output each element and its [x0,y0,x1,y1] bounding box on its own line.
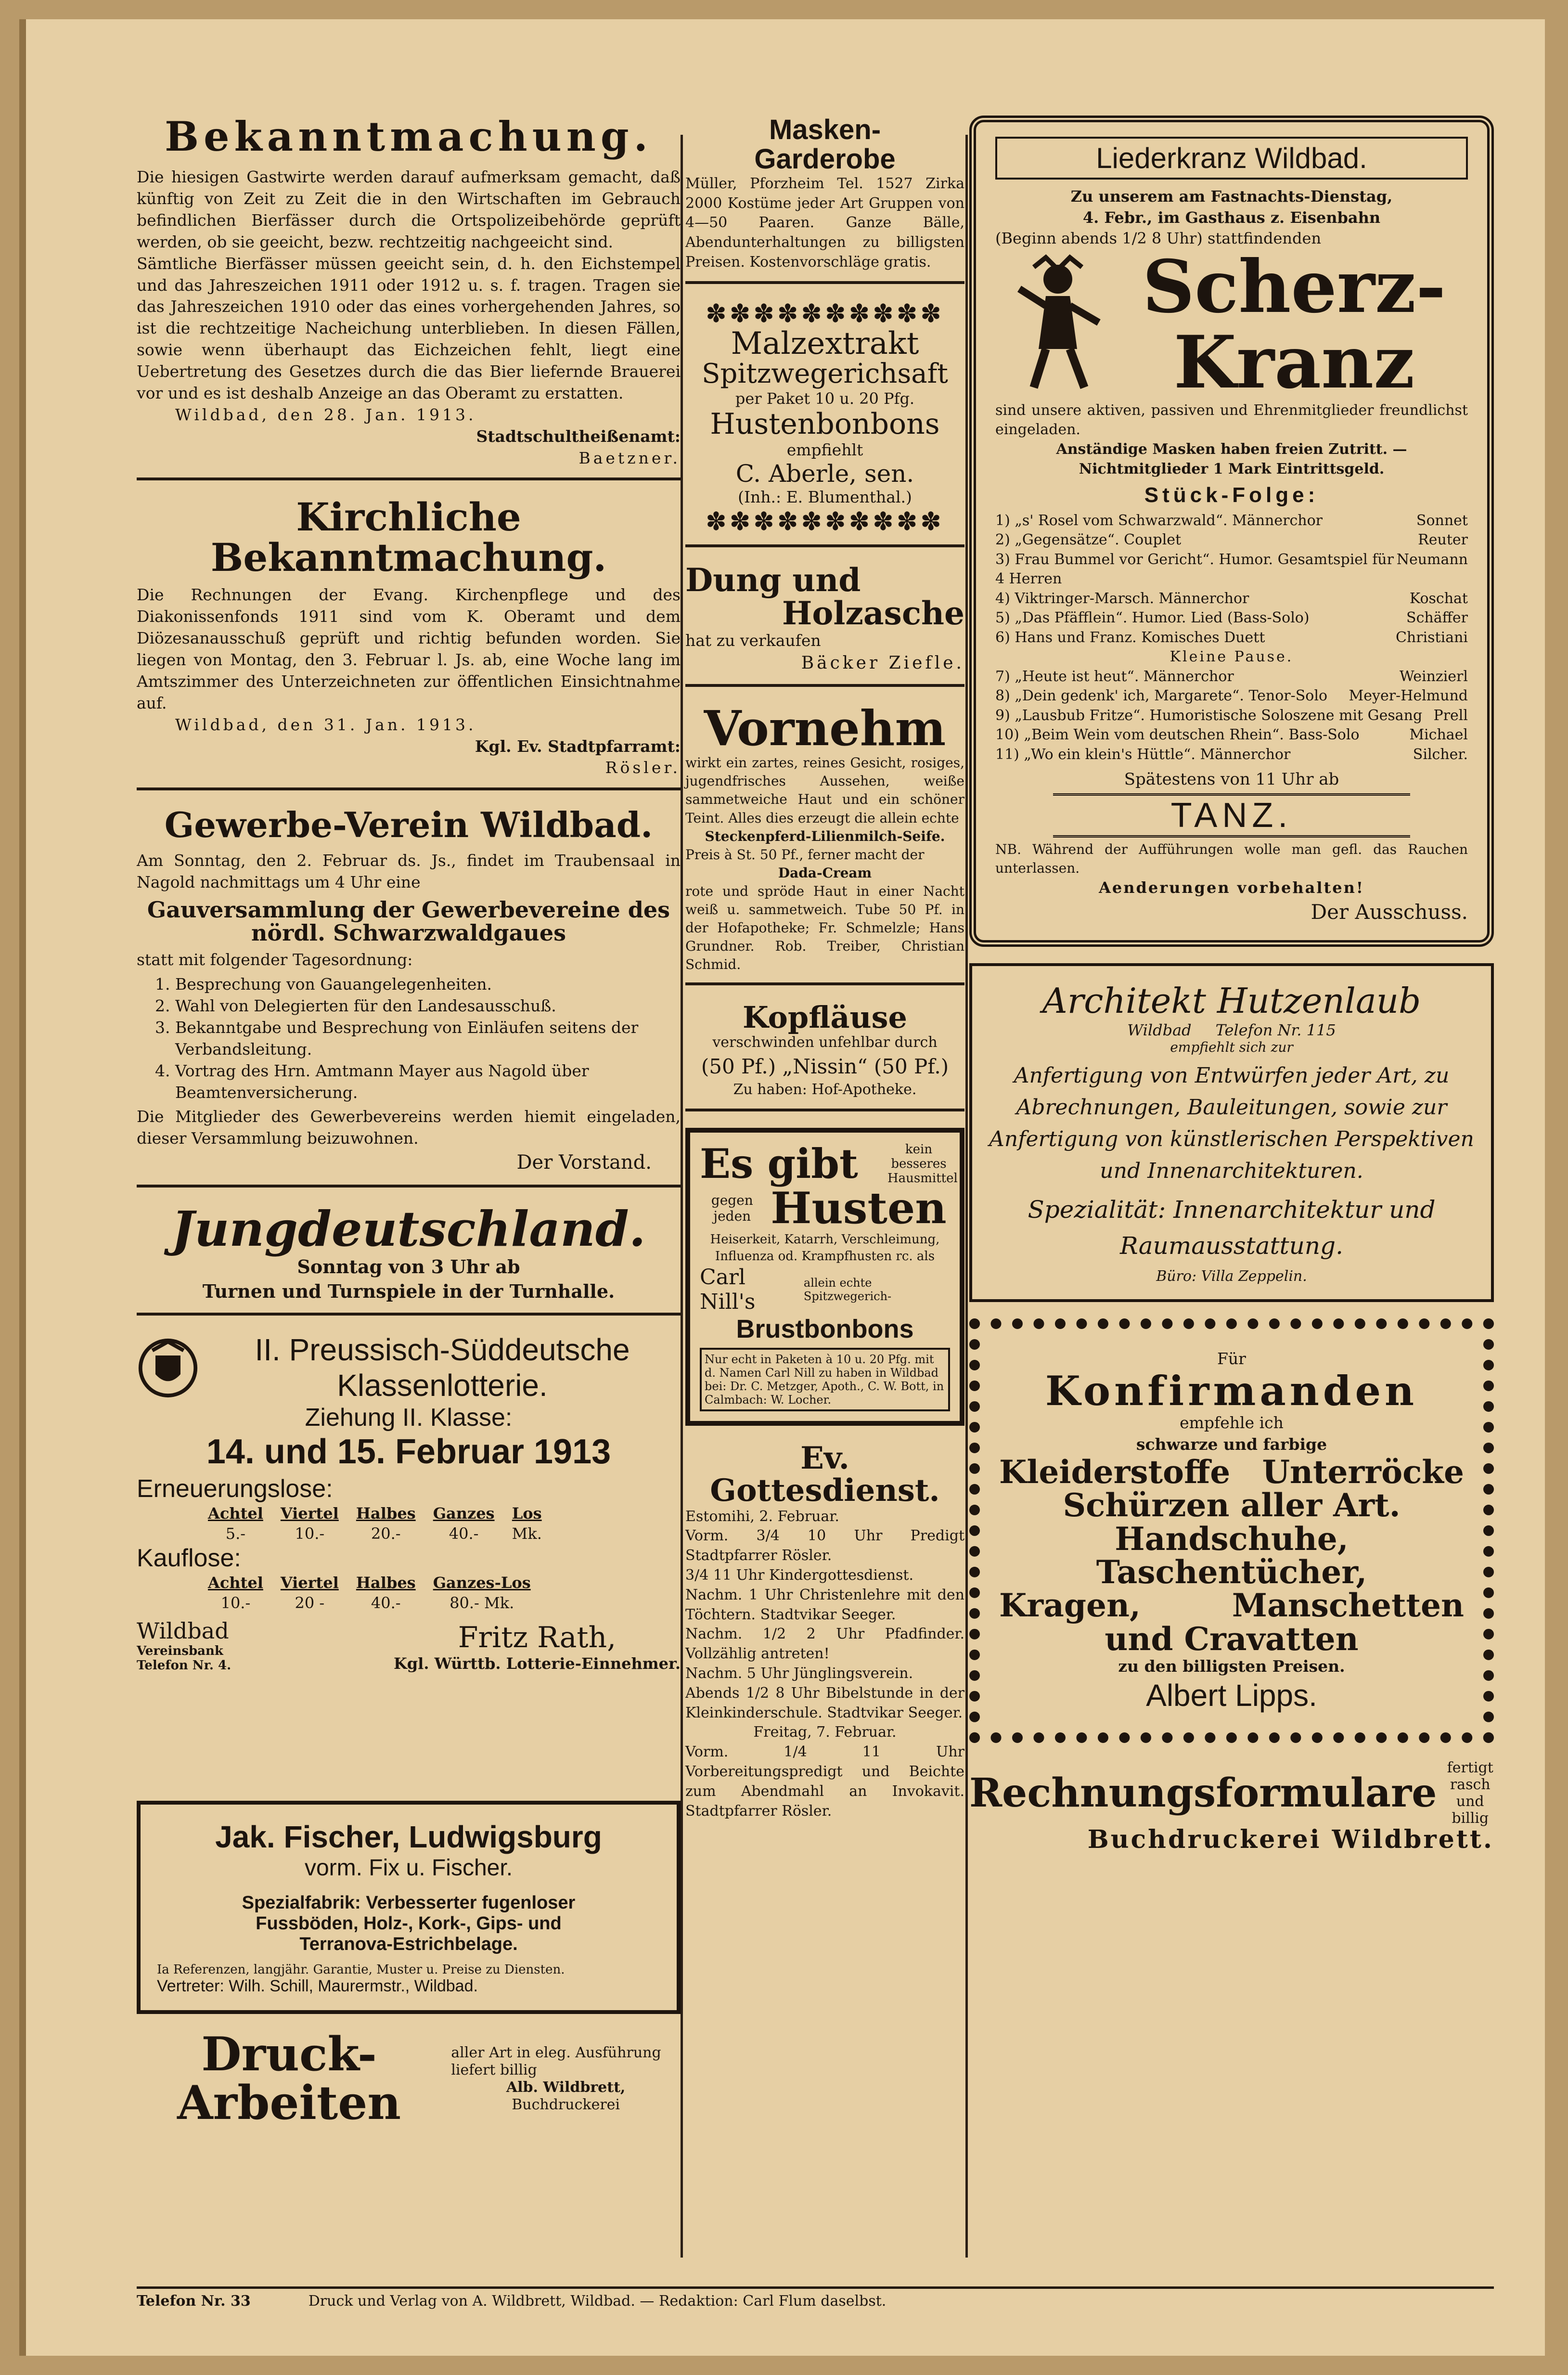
col-header: Viertel [280,1504,339,1523]
malz-line-7: (Inh.: E. Blumenthal.) [738,487,912,506]
masken-title-2: Garderobe [754,143,896,175]
vornehm-title: Vornehm [704,700,946,757]
program-composer: Meyer-Helmund [1349,687,1468,705]
purchase-price-table [199,1573,540,1613]
footer-imprint: Druck und Verlag von A. Wildbrett, Wildbad. — Redaktion: Carl Flum daselbst. [308,2293,887,2310]
arch-buero: Büro: Villa Zeppelin. [1156,1268,1307,1285]
price-cell: Mk. [512,1524,542,1543]
lieder-line-2: 4. Febr., im Gasthaus z. Eisenbahn [1082,208,1381,227]
lottery-ziehung: Ziehung II. Klasse: [305,1403,513,1432]
program-composer: Weinzierl [1399,668,1468,685]
col-header: Achtel [208,1504,263,1523]
page-footer [137,2286,1494,2310]
gewerbe-outro: Die Mitglieder des Gewerbevereins werden hiemit eingeladen, dieser Versammlung beizuwohnen. [137,1107,681,1148]
fischer-title: Jak. Fischer, Ludwigsburg [215,1819,602,1854]
program-row [995,706,1468,726]
footer-tel: Telefon Nr. 33 [137,2293,251,2310]
program-row [995,745,1468,765]
church-office: Kgl. Ev. Stadtpfarramt: [475,736,681,756]
lottery-erneuerung: Erneuerungslose: [137,1474,333,1503]
lieder-aend: Aenderungen vorbehalten! [1099,878,1364,897]
program-row [995,511,1468,531]
divider [685,281,964,284]
druck-title: Druck-Arbeiten [177,2026,401,2130]
divider [137,787,681,790]
vornehm-ad [685,700,964,985]
konf-item: Handschuhe, Taschentücher, [1096,1520,1367,1591]
program-piece: 9) „Lausbub Fritze“. Humoristische Soloszene mit Gesang [995,707,1423,724]
program-piece: 4) Viktringer-Marsch. Männerchor [995,590,1249,607]
program-row [995,628,1468,648]
agenda-item: 3. Bekanntgabe und Besprechung von Einläufen seitens der Verbandsleitung. [175,1017,681,1060]
malz-line-6: C. Aberle, sen. [735,460,914,488]
lieder-tanz: TANZ. [1053,793,1410,838]
konf-name: Albert Lipps. [1146,1678,1317,1713]
gottes-item: Abends 1/2 8 Uhr Bibelstunde in der Kleinkinderschule. Stadtvikar Seeger. [685,1684,964,1721]
vornehm-body-2: Preis à St. 50 Pf., ferner macht der [685,846,925,863]
masken-body: Müller, Pforzheim Tel. 1527 Zirka 2000 Kostüme jeder Art Gruppen von 4—50 Paaren. Ganze Bälle, Abendunterhaltungen zu billigsten Preisen. Kostenvorschläge gratis. [685,175,964,271]
scherz-title-2: Kranz [1173,320,1415,405]
vornehm-body: wirkt ein zartes, reines Gesicht, rosiges, jugendfrisches Aussehen, weiße sammetweiche Haut und ein schöner Teint. Alles dies erzeugt die allein echte [685,755,964,826]
fischer-sub: vorm. Fix u. Fischer. [304,1855,513,1881]
konf-line-1: empfehle ich [1180,1413,1284,1433]
gottes-item: Vorm. 1/4 11 Uhr Vorbereitungspredigt und Beichte zum Abendmahl an Invokavit. Stadtpfarrer Rösler. [685,1743,964,1820]
jung-line-2: Turnen und Turnspiele in der Turnhalle. [202,1280,615,1303]
church-title: Kirchliche Bekanntmachung. [210,494,607,581]
lottery-ad [137,1332,681,1784]
druck-arbeiten-ad [137,2026,681,2130]
lieder-spaet: Spätestens von 11 Uhr ab [1124,770,1339,789]
gottes-item: Nachm. 5 Uhr Jünglingsverein. [685,1665,913,1682]
divider [685,684,964,687]
price-cell: 40.- [371,1593,401,1612]
divider [685,982,964,985]
stars-ornament-icon: ✽✽✽✽✽✽✽✽✽✽ [706,299,944,328]
konf-item: Unterröcke [1262,1453,1464,1491]
lottery-dates: 14. und 15. Februar 1913 [206,1432,611,1471]
col-header: Achtel [208,1573,263,1592]
program-piece: 3) Frau Bummel vor Gericht“. Humor. Gesamtspiel für 4 Herren [995,551,1394,588]
lieder-nb: NB. Während der Aufführungen wolle man gefl. das Rauchen unterlassen. [995,841,1468,876]
program-piece: 6) Hans und Franz. Komisches Duett [995,629,1265,646]
dung-ad [685,561,964,687]
stars-ornament-icon: ✽✽✽✽✽✽✽✽✽✽ [706,507,944,536]
program-composer: Prell [1433,707,1468,724]
gottes-item: Vorm. 3/4 10 Uhr Predigt Stadtpfarrer Rösler. [685,1527,964,1564]
druck-line-3: Buchdruckerei [512,2096,620,2113]
program-piece: 7) „Heute ist heut“. Männerchor [995,668,1234,685]
divider [685,544,964,547]
lieder-title: Liederkranz Wildbad. [995,137,1468,180]
table-row [199,1523,551,1544]
notice-body-2: Sämtliche Bierfässer müssen geeicht sein, d. h. den Eichstempel und das Jahreszeichen 1911 oder 1912 u. s. f. tragen. Tragen sie das Jahreszeichen 1910 oder das eines vorhergehenden Jahres, so ist die rechtzeitige Nacheichung unterblieben. In diesen Fällen, sowie wenn überhaupt das Eichzeichen fehlt, liegt eine Uebertretung des Gesetzes durch die das Bier liefernde Brauerei vor und es ist deshalb Anzeige an das Oberamt zu erstatten. [137,254,681,402]
price-cell: 40.- [449,1524,479,1543]
fischer-line-1: Spezialfabrik: Verbesserter fugenloser [242,1892,576,1913]
program-composer: Michael [1409,726,1468,744]
konf-item: Kragen, [999,1587,1141,1625]
agenda-item: 2. Wahl von Delegierten für den Landesausschuß. [175,995,681,1017]
church-notice [137,494,681,790]
jung-title: Jungdeutschland. [171,1200,646,1257]
gottes-title: Ev. Gottesdienst. [710,1440,940,1509]
coat-of-arms-icon [137,1337,199,1399]
dung-line-3: hat zu verkaufen [685,631,821,650]
program-composer: Reuter [1418,531,1468,549]
program-piece: 8) „Dein gedenk' ich, Margarete“. Tenor-Solo [995,687,1328,705]
program-piece: 5) „Das Pfäfflein“. Humor. Lied (Bass-Solo) [995,609,1310,627]
konf-title: Konfirmanden [1045,1367,1418,1415]
divider [685,1109,964,1111]
lieder-folge: Stück-Folge: [1144,483,1319,507]
gewerbe-signer: Der Vorstand. [516,1151,652,1174]
lottery-footer [137,1618,681,1673]
arch-tel: Telefon Nr. 115 [1215,1021,1336,1040]
vornehm-seife: Steckenpferd-Lilienmilch-Seife. [705,828,945,844]
program-row [995,725,1468,745]
program-piece: 11) „Wo ein klein's Hüttle“. Männerchor [995,746,1291,763]
lottery-name: Fritz Rath, [458,1620,617,1654]
gewerbe-intro: Am Sonntag, den 2. Februar ds. Js., findet im Traubensaal in Nagold nachmittags um 4 Uhr eine [137,851,681,891]
carl-nill-ad [685,1128,964,1426]
arch-title: Architekt Hutzenlaub [1042,981,1421,1021]
program-list [995,511,1468,765]
price-cell: 80.- Mk. [450,1593,514,1612]
lieder-line-5: Anständige Masken haben freien Zutritt. — Nichtmitglieder 1 Mark Eintrittsgeld. [1056,441,1407,478]
kopflaeuse-ad [685,1002,964,1111]
renewal-price-table [199,1503,551,1544]
dung-line-1: Dung und [685,561,861,599]
nill-kein: kein besseres Hausmittel [887,1142,958,1186]
arch-body: Anfertigung von Entwürfen jeder Art, zu Abrechnungen, Bauleitungen, sowie zur Anfertigung von künstlerischen Perspektiven und Innenarchitekturen. [989,1063,1474,1184]
price-cell: 10.- [220,1593,251,1612]
program-row [995,608,1468,628]
kopf-line-3: Zu haben: Hof-Apotheke. [733,1081,917,1098]
rech-bottom: Buchdruckerei Wildbrett. [1087,1824,1494,1854]
divider [137,1313,681,1316]
nill-brust: Brustbonbons [736,1315,914,1344]
price-cell: 20 - [295,1593,325,1612]
divider [137,478,681,480]
gewerbe-title: Gewerbe-Verein Wildbad. [164,804,653,846]
program-pause: Kleine Pause. [1170,648,1294,666]
arch-place: Wildbad [1127,1021,1192,1040]
fischer-line-3: Terranova-Estrichbelage. [299,1934,518,1954]
fischer-line-2: Fussböden, Holz-, Kork-, Gips- und [256,1913,562,1934]
notice-office: Stadtschultheißenamt: [476,426,681,446]
gottesdienst-notice [685,1442,964,1821]
kopf-line-2: (50 Pf.) „Nissin“ (50 Pf.) [701,1055,949,1079]
gewerbe-statt: statt mit folgender Tagesordnung: [137,950,413,969]
lieder-line-1: Zu unserem am Fastnachts-Dienstag, [1070,187,1393,206]
konf-line-h: zu den billigsten Preisen. [1118,1656,1345,1676]
jester-illustration-icon [995,253,1120,397]
fischer-ref: Ia Referenzen, langjähr. Garantie, Muster u. Preise zu Diensten. [157,1962,565,1977]
konfirmanden-ad [969,1318,1494,1743]
lieder-ausschuss: Der Ausschuss. [1311,900,1468,924]
program-piece: 1) „s' Rosel vom Schwarzwald“. Männerchor [995,512,1323,529]
program-composer: Christiani [1395,629,1468,646]
col-header: Halbes [356,1573,416,1592]
konf-item: Kleiderstoffe [999,1453,1231,1491]
malzextrakt-ad [685,300,964,547]
druck-line-1: aller Art in eleg. Ausführung liefert billig [451,2044,661,2078]
malz-line-1: Malzextrakt [731,325,919,361]
dung-line-2: Holzasche [782,594,964,632]
nill-footer: Nur echt in Paketen à 10 u. 20 Pfg. mit d. Namen Carl Nill zu haben in Wildbad bei: Dr. C. Metzger, Apoth., C. W. Bott, in Calmbach: W. Locher. [700,1348,950,1411]
arch-emp: empfiehlt sich zur [1170,1039,1293,1056]
agenda-item: 1. Besprechung von Gauangelegenheiten. [175,974,681,995]
column-left [137,113,681,2143]
price-cell: 20.- [371,1524,401,1543]
lieder-line-4: sind unsere aktiven, passiven und Ehrenmitglieder freundlichst eingeladen. [995,401,1468,439]
program-row [995,550,1468,589]
lottery-kauf: Kauflose: [137,1544,241,1572]
notice-signer: Baetzner. [578,448,681,467]
col-header: Ganzes-Los [433,1573,531,1592]
jungdeutschland-notice [137,1200,681,1316]
jung-line-1: Sonntag von 3 Uhr ab [297,1255,520,1278]
column-middle [685,116,964,1837]
lottery-title-1: II. Preussisch-Süddeutsche [255,1332,630,1367]
malz-line-2: Spitzwegerichsaft [702,358,948,390]
divider [137,1185,681,1188]
program-row [995,589,1468,609]
rech-title: Rechnungsformulare [969,1769,1437,1816]
rechnungsformulare-ad [969,1759,1494,1853]
program-composer: Sonnet [1416,512,1468,529]
kopf-line-1: verschwinden unfehlbar durch [712,1034,938,1051]
program-row [995,647,1468,667]
konf-item: Schürzen aller Art. [1063,1486,1401,1524]
druck-line-2: Alb. Wildbrett, [506,2078,626,2096]
program-composer: Silcher. [1413,746,1468,763]
konf-item: und Cravatten [1105,1620,1359,1658]
masken-ad [685,116,964,284]
gottes-item: 3/4 11 Uhr Kindergottesdienst. [685,1567,914,1584]
nill-gegen: gegen jeden [711,1192,753,1225]
malz-line-5: empfiehlt [786,440,863,460]
lieder-line-3: (Beginn abends 1/2 8 Uhr) stattfindenden [995,229,1322,248]
fischer-ad [137,1801,681,2014]
kopf-title: Kopfläuse [743,1000,907,1035]
col-header: Viertel [280,1573,339,1592]
nill-name: Carl Nill's [700,1265,756,1315]
notice-body: Die hiesigen Gastwirte werden darauf aufmerksam gemacht, daß künftig von Zeit zu Zeit die in den Wirtschaften im Gebrauch befindlichen Bierfässer durch die Ortspolizeibehörde geprüft werden, ob sie geeicht, bezw. rechtzeitig nachgeeicht sind. [137,168,681,251]
dung-line-4: Bäcker Ziefle. [801,653,964,673]
lottery-tel: Telefon Nr. 4. [137,1658,231,1673]
malz-line-3: per Paket 10 u. 20 Pfg. [735,389,915,408]
masken-title-1: Masken- [769,114,881,145]
church-signer: Rösler. [605,758,681,777]
church-body: Die Rechnungen der Evang. Kirchenpflege und des Diakonissenfonds 1911 sind vom K. Oberamt und dem Diözesanausschuß geprüft und richtig befunden worden. Sie liegen von Montag, den 3. Februar l. Js. ab, eine Woche lang im Amtszimmer des Unterzeichneten zur öffentlichen Einsichtnahme auf. [137,585,681,712]
lottery-place: Wildbad [137,1617,229,1644]
agenda-list [156,974,681,1103]
arch-spez: Spezialität: Innenarchitektur und Raumausstattung. [1028,1196,1436,1260]
program-piece: 2) „Gegensätze“. Couplet [995,531,1182,549]
vornehm-body-3: rote und spröde Haut in einer Nacht weiß u. sammetweich. Tube 50 Pf. in der Hofapotheke; Fr. Schmelzle; Hans Grundner. Rob. Treiber, Christian Schmid. [685,883,964,973]
program-row [995,667,1468,687]
gottes-item: Freitag, 7. Februar. [753,1724,897,1741]
program-row [995,530,1468,550]
konf-item: Manschetten [1232,1587,1464,1625]
gottes-item: Estomihi, 2. Februar. [685,1508,839,1525]
gewerbe-verein-notice [137,804,681,1187]
nill-title: Es gibt [700,1139,858,1188]
table-row [199,1593,540,1613]
newspaper-page [19,19,1545,2356]
column-rule-2 [965,135,968,2258]
malz-line-4: Hustenbonbons [710,407,940,441]
nill-echte: allein echte Spitzwegerich- [803,1276,892,1304]
nill-body: Heiserkeit, Katarrh, Verschleimung, Influenza od. Krampfhusten rc. als [710,1232,940,1264]
gottes-item: Nachm. 1 Uhr Christenlehre mit den Töchtern. Stadtvikar Seeger. [685,1586,964,1623]
column-rule-1 [681,135,683,2258]
lottery-role: Kgl. Württb. Lotterie-Einnehmer. [393,1654,681,1673]
program-row [995,686,1468,706]
agenda-item: 4. Vortrag des Hrn. Amtmann Mayer aus Nagold über Beamtenversicherung. [175,1060,681,1104]
scherz-title-1: Scherz- [1142,244,1446,329]
notice-date: Wildbad, den 28. Jan. 1913. [175,405,476,424]
fischer-rep: Vertreter: Wilh. Schill, Maurermstr., Wildbad. [157,1976,478,1995]
konf-line-2: schwarze und farbige [1136,1435,1327,1454]
gewerbe-subtitle: Gauversammlung der Gewerbevereine des nördl. Schwarzwaldgaues [147,896,670,946]
price-cell: 10.- [295,1524,325,1543]
rech-side: fertigt rasch und billig [1447,1759,1493,1827]
konf-fuer: Für [1217,1349,1246,1368]
price-cell: 5.- [225,1524,246,1543]
col-header: Halbes [356,1504,416,1523]
col-header: Ganzes [433,1504,495,1523]
program-piece: 10) „Beim Wein vom deutschen Rhein“. Bass-Solo [995,726,1360,744]
bekanntmachung-notice [137,113,681,480]
nill-husten: Husten [771,1183,947,1234]
notice-title: Bekanntmachung. [165,113,653,160]
liederkranz-ad [969,116,1494,947]
architekt-ad [969,963,1494,1302]
col-header: Los [512,1504,542,1523]
program-composer: Koschat [1409,590,1468,607]
gottes-item: Nachm. 1/2 2 Uhr Pfadfinder. Vollzählig antreten! [685,1626,964,1663]
lottery-title-2: Klassenlotterie. [337,1368,548,1403]
lottery-bank: Vereinsbank [137,1643,223,1658]
program-composer: Neumann [1396,551,1468,568]
vornehm-dada: Dada-Cream [778,865,872,881]
program-composer: Schäffer [1406,609,1468,627]
column-right [969,116,1494,1869]
church-date: Wildbad, den 31. Jan. 1913. [175,715,476,734]
